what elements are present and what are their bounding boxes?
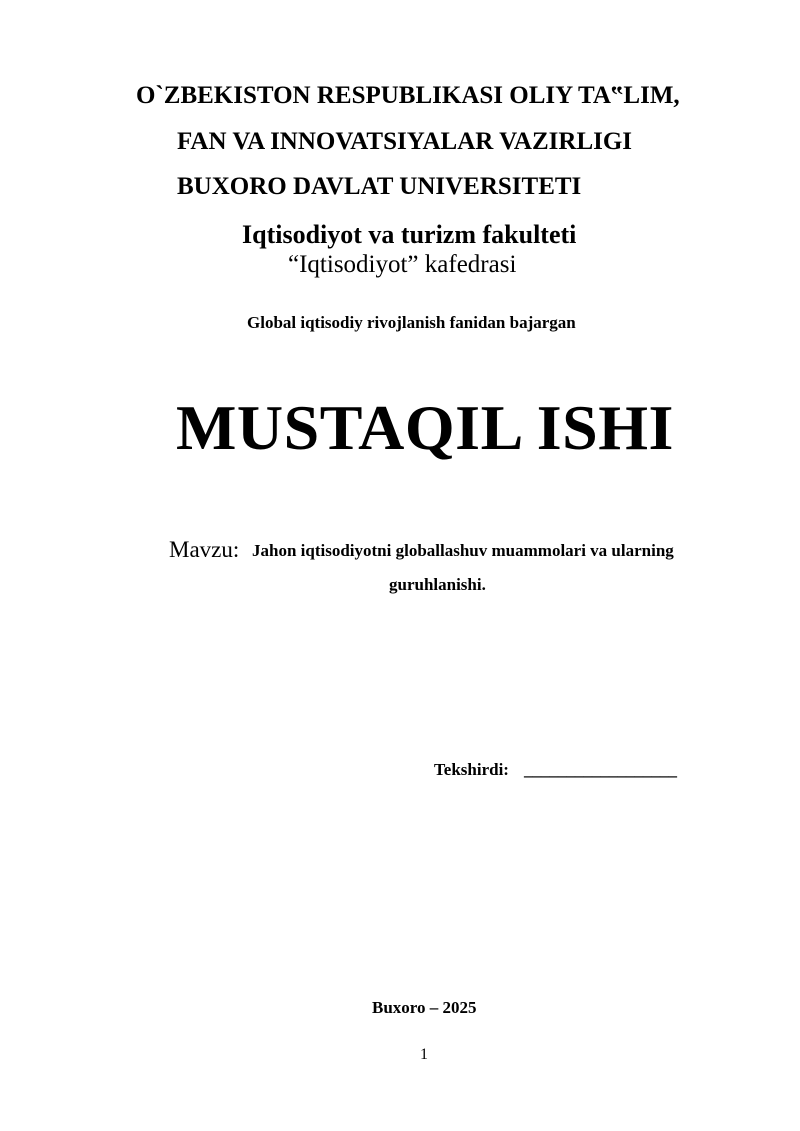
topic-label: Mavzu:: [169, 537, 240, 562]
department-name: “Iqtisodiyot” kafedrasi: [288, 251, 517, 278]
ministry-title-line2: FAN VA INNOVATSIYALAR VAZIRLIGI: [177, 128, 633, 155]
city-year: Buxoro – 2025: [372, 998, 477, 1017]
page-number: 1: [420, 1046, 428, 1063]
faculty-name: Iqtisodiyot va turizm fakulteti: [242, 220, 577, 249]
topic-text-line1: Jahon iqtisodiyotni globallashuv muammolari va ularning: [252, 541, 674, 560]
university-name: BUXORO DAVLAT UNIVERSITETI: [177, 173, 582, 200]
checker-signature-blank: __________________: [524, 760, 677, 779]
document-title: MUSTAQIL ISHI: [176, 392, 674, 463]
subject-line: Global iqtisodiy rivojlanish fanidan bajargan: [247, 313, 576, 332]
checker-label: Tekshirdi:: [434, 760, 509, 779]
topic-text-line2: guruhlanishi.: [389, 575, 486, 594]
ministry-title-line1: O`ZBEKISTON RESPUBLIKASI OLIY TA‟LIM,: [136, 82, 680, 109]
